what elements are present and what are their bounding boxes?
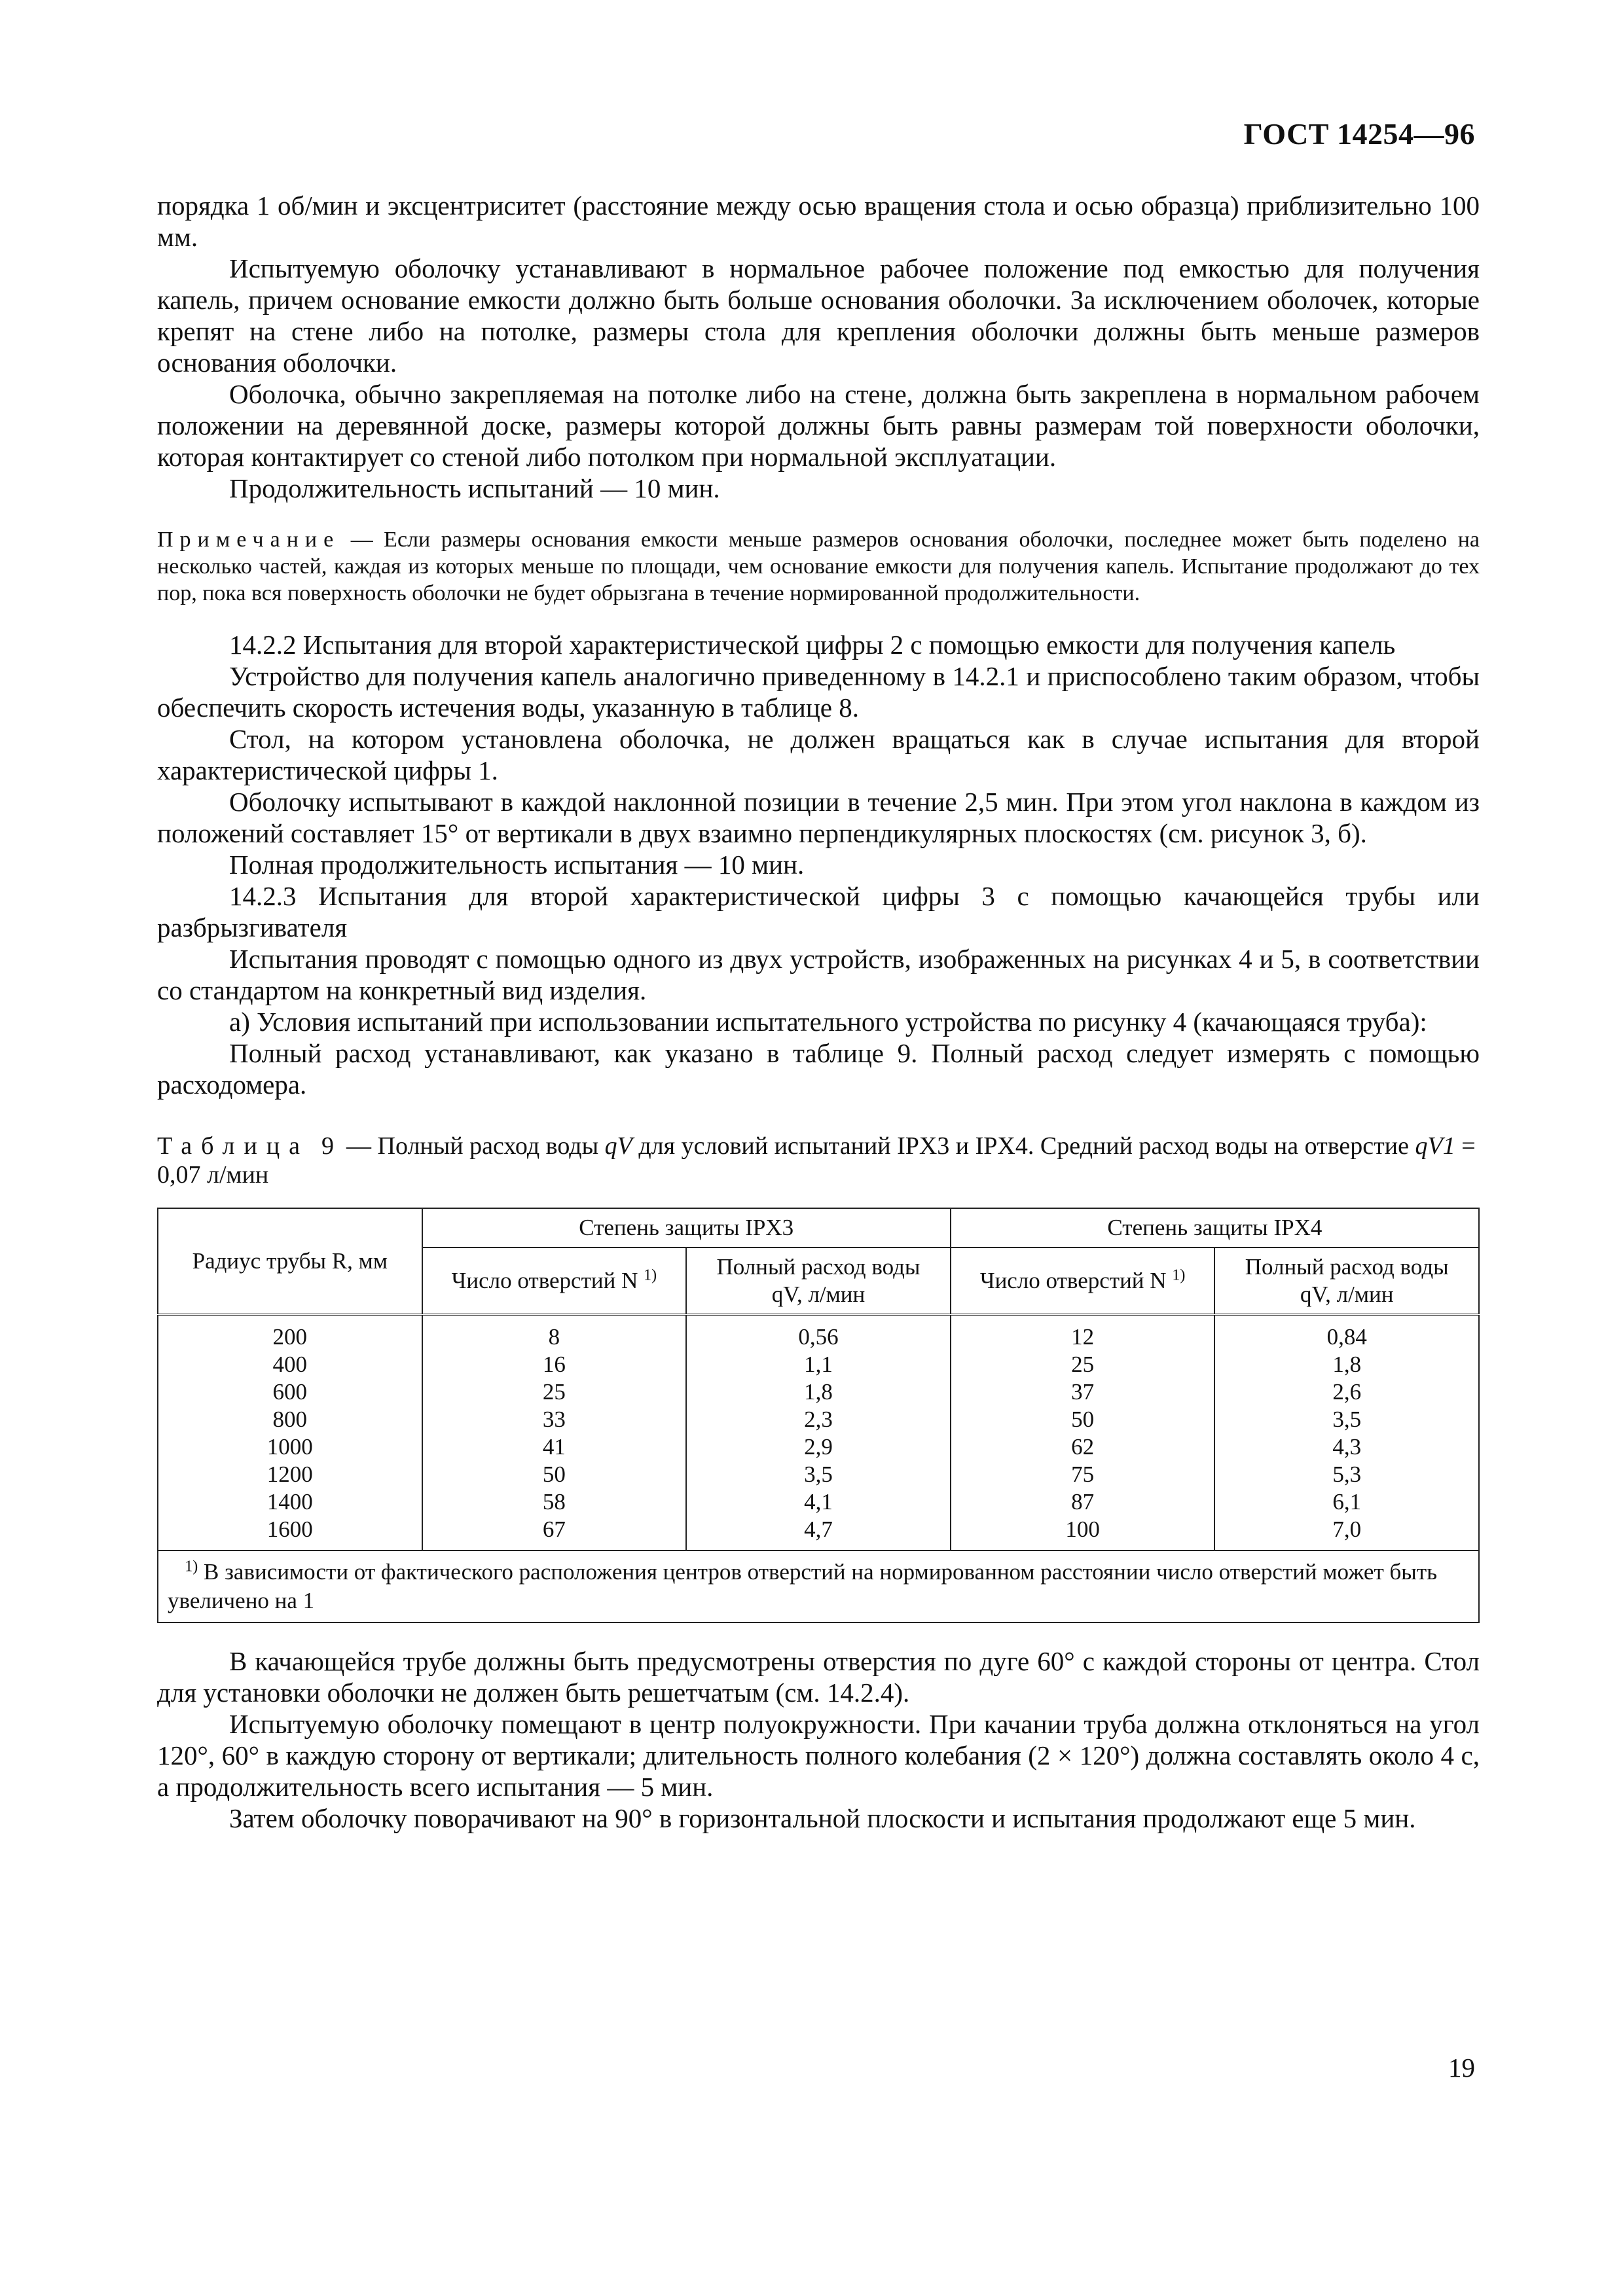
table-cell: 400 bbox=[158, 1351, 422, 1378]
table-cell: 1600 bbox=[158, 1516, 422, 1551]
table-cell: 67 bbox=[422, 1516, 687, 1551]
paragraph: Полный расход устанавливают, как указано в таблице 9. Полный расход следует измерять с помощью расходомера. bbox=[157, 1038, 1480, 1100]
paragraph: Испытуемую оболочку устанавливают в нормальное рабочее положение под емкостью для получения капель, причем основание емкости должно быть больше основания оболочки. За исключением оболочек, которые крепят на стене либо на потолке, размеры стола для крепления оболочки должны быть меньше размеров основания оболочки. bbox=[157, 253, 1480, 378]
table-row bbox=[158, 1461, 1479, 1488]
table-cell: 50 bbox=[951, 1406, 1215, 1433]
table-cell: 3,5 bbox=[1214, 1406, 1479, 1433]
table-row bbox=[158, 1488, 1479, 1516]
table-cell: 1000 bbox=[158, 1433, 422, 1461]
paragraph: В качающейся трубе должны быть предусмотрены отверстия по дуге 60° с каждой стороны от центра. Стол для установки оболочки не должен быть решетчатым (см. 14.2.4). bbox=[157, 1646, 1480, 1708]
table-row bbox=[158, 1516, 1479, 1551]
paragraph: Стол, на котором установлена оболочка, не должен вращаться как в случае испытания для второй характеристической цифры 1. bbox=[157, 724, 1480, 785]
table-cell: 2,9 bbox=[686, 1433, 951, 1461]
table-cell: 6,1 bbox=[1214, 1488, 1479, 1516]
table-cell: 25 bbox=[951, 1351, 1215, 1378]
table-row bbox=[158, 1351, 1479, 1378]
table-row bbox=[158, 1406, 1479, 1433]
table-cell: 12 bbox=[951, 1315, 1215, 1352]
paragraph: Затем оболочку поворачивают на 90° в горизонтальной плоскости и испытания продолжают еще 5 мин. bbox=[229, 1803, 1416, 1833]
flow-table bbox=[157, 1208, 1480, 1623]
table-caption-number: 9 bbox=[321, 1132, 335, 1160]
table-cell: 3,5 bbox=[686, 1461, 951, 1488]
table-caption bbox=[157, 1132, 1480, 1189]
table-row bbox=[158, 1378, 1479, 1406]
table-cell: 4,3 bbox=[1214, 1433, 1479, 1461]
paragraph: 14.2.3 Испытания для второй характеристической цифры 3 с помощью качающейся трубы или разбрызгивателя bbox=[157, 881, 1480, 942]
table-cell: 5,3 bbox=[1214, 1461, 1479, 1488]
header-flow-ipx4: Полный расход воды qV, л/мин bbox=[1214, 1247, 1479, 1315]
footnote-text: В зависимости от фактического расположения центров отверстий на нормированном расстоянии число отверстий может быть увеличено на 1 bbox=[168, 1559, 1438, 1613]
table-cell: 8 bbox=[422, 1315, 687, 1352]
paragraph: Оболочку испытывают в каждой наклонной позиции в течение 2,5 мин. При этом угол наклона в каждом из положений составляет 15° от вертикали в двух взаимно перпендикулярных плоскостях (см. рисунок 3, б). bbox=[157, 787, 1480, 848]
table-caption-label: Таблица bbox=[157, 1132, 310, 1160]
table-cell: 600 bbox=[158, 1378, 422, 1406]
paragraph: 14.2.2 Испытания для второй характеристической цифры 2 с помощью емкости для получения капель bbox=[229, 630, 1396, 660]
table-row bbox=[158, 1315, 1479, 1352]
header-ipx3: Степень защиты IPX3 bbox=[422, 1208, 951, 1247]
table-cell: 1,8 bbox=[1214, 1351, 1479, 1378]
paragraph: Продолжительность испытаний — 10 мин. bbox=[229, 473, 720, 503]
table-caption-text-a: — Полный расход воды bbox=[346, 1132, 599, 1160]
note-text: — Если размеры основания емкости меньше размеров основания оболочки, последнее может быть поделено на несколько частей, каждая из которых меньше по площади, чем основание емкости для получения капель. Испытание продолжают до тех пор, пока вся поверхность оболочки не будет обрызгана в течение нормированной продолжительности. bbox=[157, 528, 1480, 605]
table-cell: 41 bbox=[422, 1433, 687, 1461]
footnote-mark: 1) bbox=[185, 1558, 198, 1575]
paragraph: Оболочка, обычно закрепляемая на потолке либо на стене, должна быть закреплена в нормальном рабочем положении на деревянной доске, размеры которой должны быть равны размерам той поверхности оболочки, которая контактирует со стеной либо потолком при нормальной эксплуатации. bbox=[157, 379, 1480, 472]
table-cell: 2,6 bbox=[1214, 1378, 1479, 1406]
table-cell: 4,1 bbox=[686, 1488, 951, 1516]
table-caption-text-b: для условий испытаний IPX3 и IPX4. Средний расход воды на отверстие bbox=[638, 1132, 1409, 1160]
bottom-paragraphs bbox=[157, 1645, 1480, 1834]
table-cell: 4,7 bbox=[686, 1516, 951, 1551]
table-cell: 50 bbox=[422, 1461, 687, 1488]
header-count-ipx4: Число отверстий N $^{1)}$ bbox=[951, 1247, 1215, 1315]
table-cell: 1400 bbox=[158, 1488, 422, 1516]
paragraph: Полная продолжительность испытания — 10 мин. bbox=[229, 850, 805, 880]
table-cell: 25 bbox=[422, 1378, 687, 1406]
table-footnote bbox=[158, 1551, 1479, 1623]
table-cell: 100 bbox=[951, 1516, 1215, 1551]
note-label: Примечание bbox=[157, 528, 340, 552]
table-cell: 7,0 bbox=[1214, 1516, 1479, 1551]
paragraph: Испытания проводят с помощью одного из двух устройств, изображенных на рисунках 4 и 5, в соответствии со стандартом на конкретный вид изделия. bbox=[157, 944, 1480, 1005]
paragraph: Испытуемую оболочку помещают в центр полуокружности. При качании труба должна отклоняться на угол 120°, 60° в каждую сторону от вертикали; длительность полного колебания (2 × 120°) должна составлять около 4 с, а продолжительность всего испытания — 5 мин. bbox=[157, 1709, 1480, 1802]
header-radius: Радиус трубы R, мм bbox=[158, 1208, 422, 1315]
table-cell: 1,8 bbox=[686, 1378, 951, 1406]
table-cell: 33 bbox=[422, 1406, 687, 1433]
note bbox=[157, 526, 1480, 607]
paragraph: а) Условия испытаний при использовании испытательного устройства по рисунку 4 (качающаяся труба): bbox=[229, 1007, 1427, 1037]
top-paragraphs bbox=[157, 190, 1480, 504]
table-caption-qv1: qV1 bbox=[1415, 1132, 1455, 1160]
table-cell: 62 bbox=[951, 1433, 1215, 1461]
header-flow-ipx3: Полный расход воды qV, л/мин bbox=[686, 1247, 951, 1315]
table-cell: 1,1 bbox=[686, 1351, 951, 1378]
table-cell: 200 bbox=[158, 1315, 422, 1352]
paragraph: порядка 1 об/мин и эксцентриситет (расстояние между осью вращения стола и осью образца) приблизительно 100 мм. bbox=[157, 190, 1480, 252]
table-cell: 58 bbox=[422, 1488, 687, 1516]
table-cell: 0,84 bbox=[1214, 1315, 1479, 1352]
table-caption-text-c: = 0,07 л/мин bbox=[157, 1132, 1476, 1189]
page-number: 19 bbox=[1448, 2053, 1475, 2083]
header-ipx4: Степень защиты IPX4 bbox=[951, 1208, 1479, 1247]
table-cell: 2,3 bbox=[686, 1406, 951, 1433]
table-cell: 0,56 bbox=[686, 1315, 951, 1352]
page-content bbox=[157, 190, 1480, 1834]
paragraph: Устройство для получения капель аналогично приведенному в 14.2.1 и приспособлено таким образом, чтобы обеспечить скорость истечения воды, указанную в таблице 8. bbox=[157, 661, 1480, 723]
table-cell: 1200 bbox=[158, 1461, 422, 1488]
middle-paragraphs bbox=[157, 629, 1480, 1100]
table-cell: 16 bbox=[422, 1351, 687, 1378]
table-cell: 800 bbox=[158, 1406, 422, 1433]
table-body bbox=[158, 1315, 1479, 1551]
table-cell: 87 bbox=[951, 1488, 1215, 1516]
table-cell: 37 bbox=[951, 1378, 1215, 1406]
table-row bbox=[158, 1433, 1479, 1461]
header-count-ipx3: Число отверстий N $^{1)}$ bbox=[422, 1247, 687, 1315]
document-header: ГОСТ 14254—96 bbox=[1243, 117, 1475, 151]
table-caption-qv: qV bbox=[604, 1132, 632, 1160]
table-cell: 75 bbox=[951, 1461, 1215, 1488]
